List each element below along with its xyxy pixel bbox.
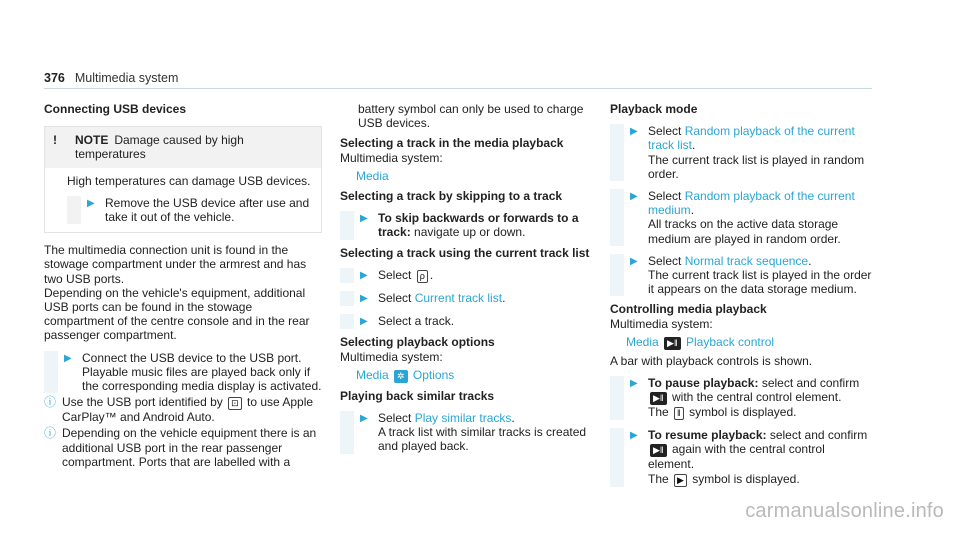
step-resume <box>610 428 872 486</box>
note-header <box>45 127 321 167</box>
step-text: Select <box>378 291 412 306</box>
info-icon: ⓘ <box>44 426 57 441</box>
arrow-icon: ▶ <box>87 197 95 209</box>
arrow-icon: ▶ <box>64 352 72 364</box>
link-normal-sequence: Normal track sequence <box>684 253 809 268</box>
step-desc: All tracks on the active data storage medium are played in random order. <box>648 217 841 246</box>
step-text: Select <box>648 253 682 268</box>
paragraph-cont: battery symbol can only be used to charge USB devices. <box>358 102 584 131</box>
info-text: Depending on the vehicle equipment there is an additional USB port in the rear passenger compartment. Ports that are labelled with a <box>62 426 317 469</box>
info-icon: ⓘ <box>44 395 57 410</box>
note-title: Damage caused by high temperatures <box>75 133 244 162</box>
play-pause-icon: ▶‖ <box>650 444 667 457</box>
step-text: select and confirm <box>761 376 860 391</box>
arrow-icon: ▶ <box>630 255 638 267</box>
heading: Selecting playback options <box>340 335 495 350</box>
column-2 <box>340 102 592 456</box>
step-text: The <box>648 471 669 486</box>
info-carplay <box>44 395 322 424</box>
usb-icon: ⊡ <box>228 397 242 410</box>
step-pause <box>610 376 872 420</box>
heading: Playing back similar tracks <box>340 388 495 403</box>
step-skip <box>340 211 592 239</box>
arrow-icon: ▶ <box>630 126 638 138</box>
arrow-icon: ▶ <box>360 293 368 305</box>
play-pause-icon: ▶‖ <box>650 392 667 405</box>
step-text: Select <box>648 189 682 204</box>
step-bold: To pause playback: <box>648 376 759 391</box>
step-text: with the central control element. <box>671 390 842 405</box>
paragraph: The multimedia connection unit is found in the stowage compartment under the armrest and has two USB ports. <box>44 243 307 286</box>
menu-path <box>610 335 872 350</box>
arrow-icon: ▶ <box>630 191 638 203</box>
header-title: Multimedia system <box>74 71 179 85</box>
menu-path-label: Multimedia system: <box>340 349 443 364</box>
link-media: Media <box>356 168 389 183</box>
arrow-icon: ▶ <box>360 316 368 328</box>
link-playback-control: Playback control <box>686 334 775 349</box>
step-random-list: ▶ Select Random playback of the current track list. The current track list is played in random order. <box>610 124 872 181</box>
heading: Controlling media playback <box>610 302 767 317</box>
step-text: again with the central control element. <box>648 442 825 472</box>
play-icon: ▶ <box>674 474 687 487</box>
play-pause-icon: ▶‖ <box>664 337 681 350</box>
step-text: The <box>648 405 669 420</box>
step-desc: The current track list is played in random order. <box>648 152 865 181</box>
pause-icon: ‖ <box>674 407 684 420</box>
menu-path-label: Multimedia system: <box>610 316 713 331</box>
step-text: symbol is displayed. <box>689 405 797 420</box>
arrow-icon: ▶ <box>360 269 368 281</box>
note-text: High temperatures can damage USB devices. <box>67 173 311 188</box>
link-current-list: Current track list <box>414 291 503 306</box>
note-step-text: Remove the USB device after use and take it out of the vehicle. <box>105 195 310 225</box>
step-connect <box>44 351 322 394</box>
column-3 <box>610 102 872 489</box>
step-bold: To resume playback: <box>648 428 767 443</box>
step-similar: ▶ Select Play similar tracks. A track list with similar tracks is created and played back. <box>340 411 592 454</box>
step-text: select and confirm <box>769 428 868 443</box>
note-body <box>45 168 321 233</box>
arrow-icon: ▶ <box>360 413 368 425</box>
paragraph: Depending on the vehicle's equipment, additional USB ports can be found in the stowage compartment of the centre console and in the rear passenger compartment. <box>44 285 310 343</box>
link-media: Media <box>356 367 389 382</box>
heading: Playback mode <box>610 102 698 116</box>
heading: Selecting a track in the media playback <box>340 136 564 151</box>
note-box <box>44 126 322 233</box>
info-text: Use the USB port identified by <box>62 395 223 410</box>
page-number: 376 <box>44 71 65 85</box>
column-1 <box>44 102 322 471</box>
header-rule <box>44 88 872 89</box>
step-bold: To skip backwards or forwards to a track: <box>378 211 579 240</box>
link-options: Options <box>412 367 455 382</box>
page-header <box>44 71 178 85</box>
step-normal: ▶ Select Normal track sequence. The current track list is played in the order it appears on the data storage medium. <box>610 254 872 297</box>
link-similar: Play similar tracks <box>414 411 512 426</box>
arrow-icon: ▶ <box>360 213 368 225</box>
search-icon: ρ <box>417 270 428 283</box>
info-text: to use Apple CarPlay™ and Android Auto. <box>62 395 314 425</box>
step-random-medium: ▶ Select Random playback of the current medium. All tracks on the active data storage medium are played in random order. <box>610 189 872 246</box>
link-media: Media <box>626 334 659 349</box>
heading: Selecting a track by skipping to a track <box>340 189 563 204</box>
step-text: symbol is displayed. <box>692 471 800 486</box>
link-random-medium: Random playback of the current medium <box>648 189 855 218</box>
watermark: carmanualsonline.info <box>745 500 944 522</box>
step-current-list: ▶ Select Current track list. <box>340 291 592 306</box>
step-text: Select <box>378 267 412 282</box>
note-label: NOTE <box>75 133 109 148</box>
note-step <box>67 196 313 224</box>
step-select-track <box>340 314 592 329</box>
arrow-icon: ▶ <box>630 430 638 442</box>
section-heading: Connecting USB devices <box>44 102 187 116</box>
link-random-list: Random playback of the current track list <box>648 124 855 153</box>
menu-path-label: Multimedia system: <box>340 150 443 165</box>
heading: Selecting a track using the current track list <box>340 245 590 260</box>
menu-path <box>340 368 592 383</box>
info-rear-port <box>44 426 322 469</box>
gear-icon: ✲ <box>394 370 408 383</box>
warning-icon: ! <box>53 133 57 148</box>
step-text: Select <box>378 411 412 426</box>
step-desc: The current track list is played in the order it appears on the data storage medium. <box>648 268 872 297</box>
arrow-icon: ▶ <box>630 378 638 390</box>
step-desc: A track list with similar tracks is created and played back. <box>378 425 587 454</box>
step-text: Select <box>648 124 682 139</box>
step-text: navigate up or down. <box>414 225 526 240</box>
paragraph: A bar with playback controls is shown. <box>610 353 813 368</box>
step-text: Connect the USB device to the USB port. Playable music files are played back only if the corresponding media display is activated. <box>82 350 322 394</box>
step-select-search: ▶ Select ρ . <box>340 268 592 283</box>
step-text: Select a track. <box>378 314 455 329</box>
